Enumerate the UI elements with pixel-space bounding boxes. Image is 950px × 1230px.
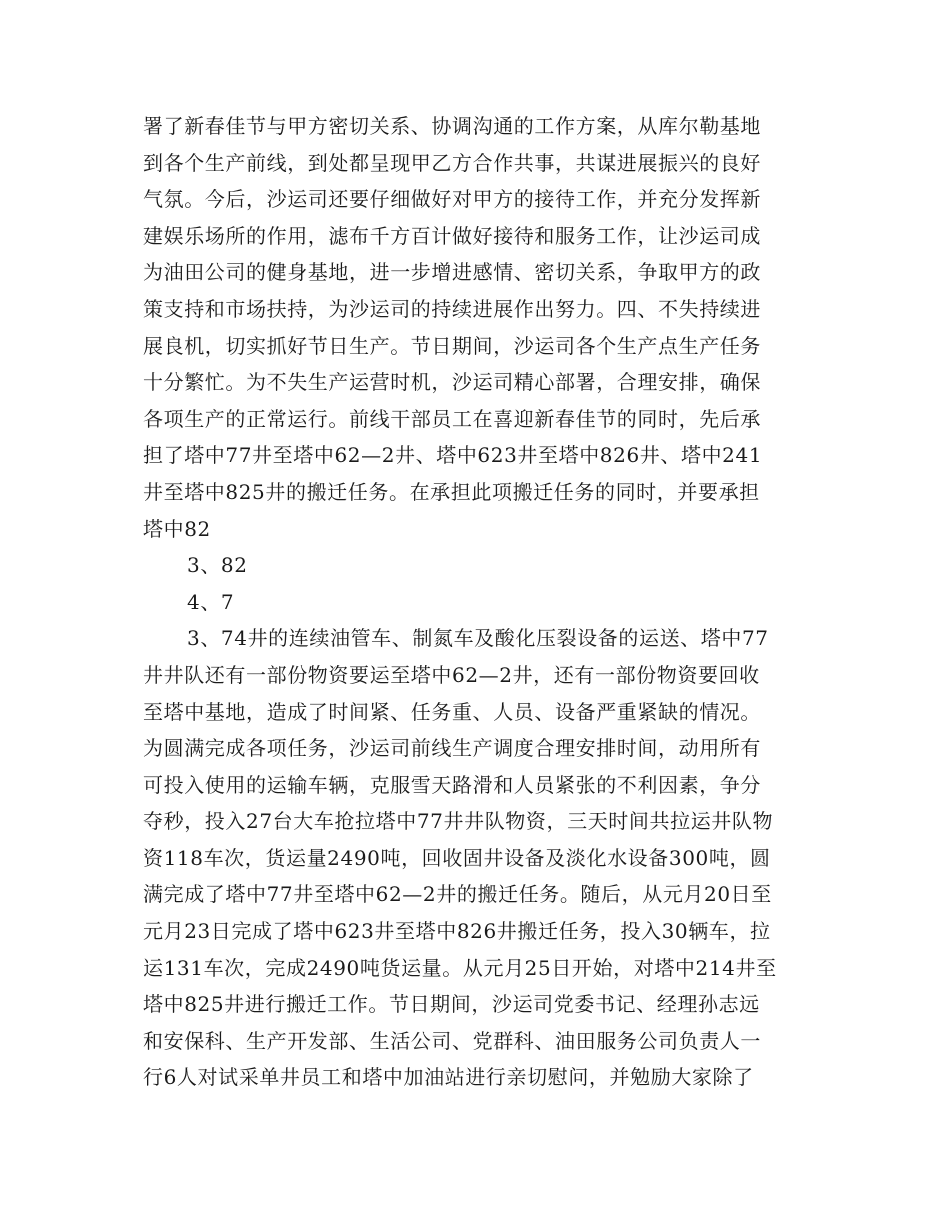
text-line: 夺秒，投入27台大车抢拉塔中77井井队物资，三天时间共拉运井队物 bbox=[143, 809, 774, 834]
text-line: 气氛。今后，沙运司还要仔细做好对甲方的接待工作，并充分发挥新 bbox=[143, 187, 761, 212]
paragraph-start: 3、74井的连续油管车、制氮车及酸化压裂设备的运送、塔中77 bbox=[187, 626, 769, 651]
text-line: 为油田公司的健身基地，进一步增进感情、密切关系，争取甲方的政 bbox=[143, 260, 761, 285]
text-line: 十分繁忙。为不失生产运营时机，沙运司精心部署，合理安排，确保 bbox=[143, 370, 761, 395]
text-line: 担了塔中77井至塔中62—2井、塔中623井至塔中826井、塔中241 bbox=[143, 443, 763, 468]
body-text bbox=[143, 108, 823, 1096]
text-line: 运131车次，完成2490吨货运量。从元月25日开始，对塔中214井至 bbox=[143, 955, 777, 980]
text-line: 建娱乐场所的作用，滤布千方百计做好接待和服务工作，让沙运司成 bbox=[143, 223, 761, 248]
text-line: 行6人对试采单井员工和塔中加油站进行亲切慰问，并勉励大家除了 bbox=[143, 1065, 754, 1090]
text-line: 井井队还有一部份物资要运至塔中62—2井，还有一部份物资要回收 bbox=[143, 662, 760, 687]
text-line: 到各个生产前线，到处都呈现甲乙方合作共事，共谋进展振兴的良好 bbox=[143, 150, 761, 175]
text-line: 署了新春佳节与甲方密切关系、协调沟通的工作方案，从库尔勒基地 bbox=[143, 114, 761, 138]
text-line: 元月23日完成了塔中623井至塔中826井搬迁任务，投入30辆车，拉 bbox=[143, 919, 771, 944]
text-line: 塔中82 bbox=[143, 516, 211, 541]
text-line: 和安保科、生产开发部、生活公司、党群科、油田服务公司负责人一 bbox=[143, 1028, 761, 1053]
list-item: 4、7 bbox=[187, 589, 235, 614]
text-line: 至塔中基地，造成了时间紧、任务重、人员、设备严重紧缺的情况。 bbox=[143, 699, 761, 724]
list-item: 3、82 bbox=[187, 553, 248, 578]
text-line: 满完成了塔中77井至塔中62—2井的搬迁任务。随后，从元月20日至 bbox=[143, 882, 772, 907]
text-line: 井至塔中825井的搬迁任务。在承担此项搬迁任务的同时，并要承担 bbox=[143, 479, 760, 504]
text-line: 为圆满完成各项任务，沙运司前线生产调度合理安排时间，动用所有 bbox=[143, 736, 761, 761]
text-line: 展良机，切实抓好节日生产。节日期间，沙运司各个生产点生产任务 bbox=[143, 333, 761, 358]
text-line: 策支持和市场扶持，为沙运司的持续进展作出努力。四、不失持续进 bbox=[143, 296, 761, 321]
text-line: 资118车次，货运量2490吨，回收固井设备及淡化水设备300吨，圆 bbox=[143, 845, 771, 870]
text-line: 各项生产的正常运行。前线干部员工在喜迎新春佳节的同时，先后承 bbox=[143, 406, 761, 431]
text-line: 可投入使用的运输车辆，克服雪天路滑和人员紧张的不利因素，争分 bbox=[143, 772, 761, 797]
text-line: 塔中825井进行搬迁工作。节日期间，沙运司党委书记、经理孙志远 bbox=[143, 992, 760, 1017]
